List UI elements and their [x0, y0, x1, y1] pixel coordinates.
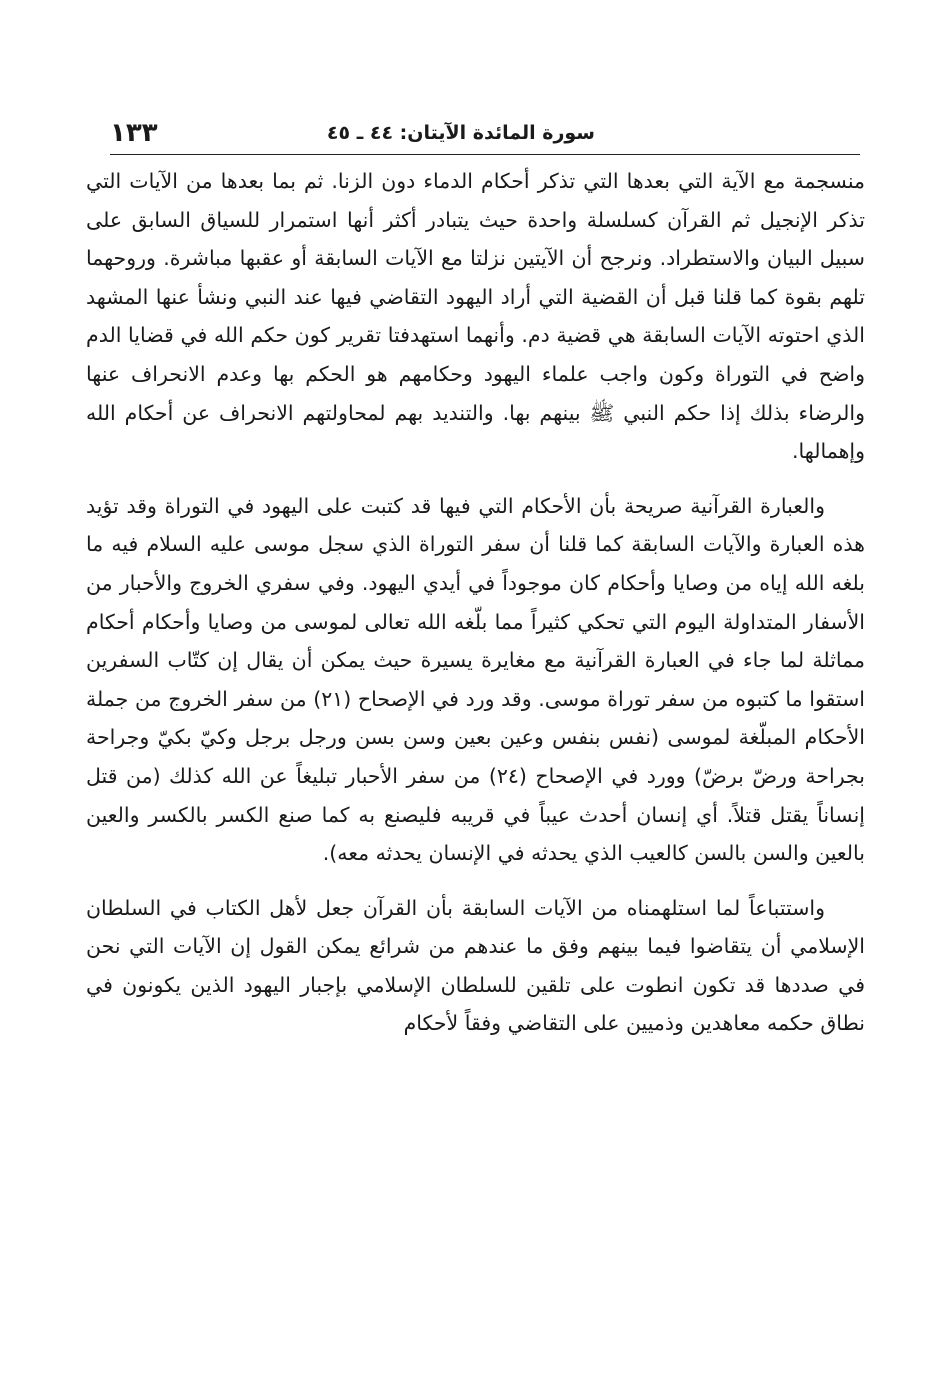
paragraph-1: منسجمة مع الآية التي بعدها التي تذكر أحكام الدماء دون الزنا. ثم بما بعدها من الآيات التي تذكر الإنجيل ثم القرآن كسلسلة واحدة حيث يتبادر أكثر أنها استمرار للسياق السابق على سبيل البيان والاستطراد. ونرجح أن الآيتين نزلتا مع الآيات السابقة أو عقبها مباشرة. وروحهما تلهم بقوة كما قلنا قبل أن القضية التي أراد اليهود التقاضي فيها عند النبي ونشأ عنها المشهد الذي احتوته الآيات السابقة هي قضية دم. وأنهما استهدفتا تقرير كون حكم الله في قضايا الدم واضح في التوراة وكون واجب علماء اليهود وحكامهم هو الحكم بها وعدم الانحراف عنها والرضاء بذلك إذا حكم النبي ﷺ بينهم بها. والتنديد بهم لمحاولتهم الانحراف عن أحكام الله وإهمالها. — [86, 169, 865, 464]
header-divider — [110, 154, 860, 155]
running-header — [110, 108, 860, 154]
paragraph-3: واستتباعاً لما استلهمناه من الآيات السابقة بأن القرآن جعل لأهل الكتاب في السلطان الإسلامي أن يتقاضوا فيما بينهم وفق ما عندهم من شرائع يمكن القول إن الآيات التي نحن في صددها قد تكون انطوت على تلقين للسلطان الإسلامي بإجبار اليهود الذين يكونون في نطاق حكمه معاهدين وذميين على التقاضي وفقاً لأحكام — [86, 895, 865, 1036]
page-number: ١٣٣ — [110, 118, 158, 148]
body-text — [86, 162, 865, 1043]
paragraph-2: والعبارة القرآنية صريحة بأن الأحكام التي فيها قد كتبت على اليهود في التوراة وقد تؤيد هذه العبارة والآيات السابقة كما قلنا أن سفر التوراة الذي سجل موسى عليه السلام فيه ما بلغه الله إياه من وصايا وأحكام كان موجوداً في أيدي اليهود. وفي سفري الخروج والأحبار من الأسفار المتداولة اليوم التي تحكي كثيراً مما بلّغه الله تعالى لموسى من وصايا وأحكام أحكام مماثلة لما جاء في العبارة القرآنية مع مغايرة يسيرة حيث يمكن أن يقال إن كتّاب السفرين استقوا ما كتبوه من سفر توراة موسى. وقد ورد في الإصحاح (٢١) من سفر الخروج من جملة الأحكام المبلّغة لموسى (نفس بنفس وعين بعين وسن بسن ورجل برجل وكيّ بكيّ وجراحة بجراحة ورضّ برضّ) وورد في الإصحاح (٢٤) من سفر الأحبار تبليغاً عن الله كذلك (من قتل إنساناً يقتل قتلاً. أي إنسان أحدث عيباً في قريبه فليصنع به كما صنع الكسر بالكسر والعين بالعين والسن بالسن كالعيب الذي يحدثه في الإنسان يحدثه معه). — [86, 493, 865, 866]
running-header-title: سورة المائدة الآيتان: ٤٤ ـ ٤٥ — [326, 122, 595, 144]
